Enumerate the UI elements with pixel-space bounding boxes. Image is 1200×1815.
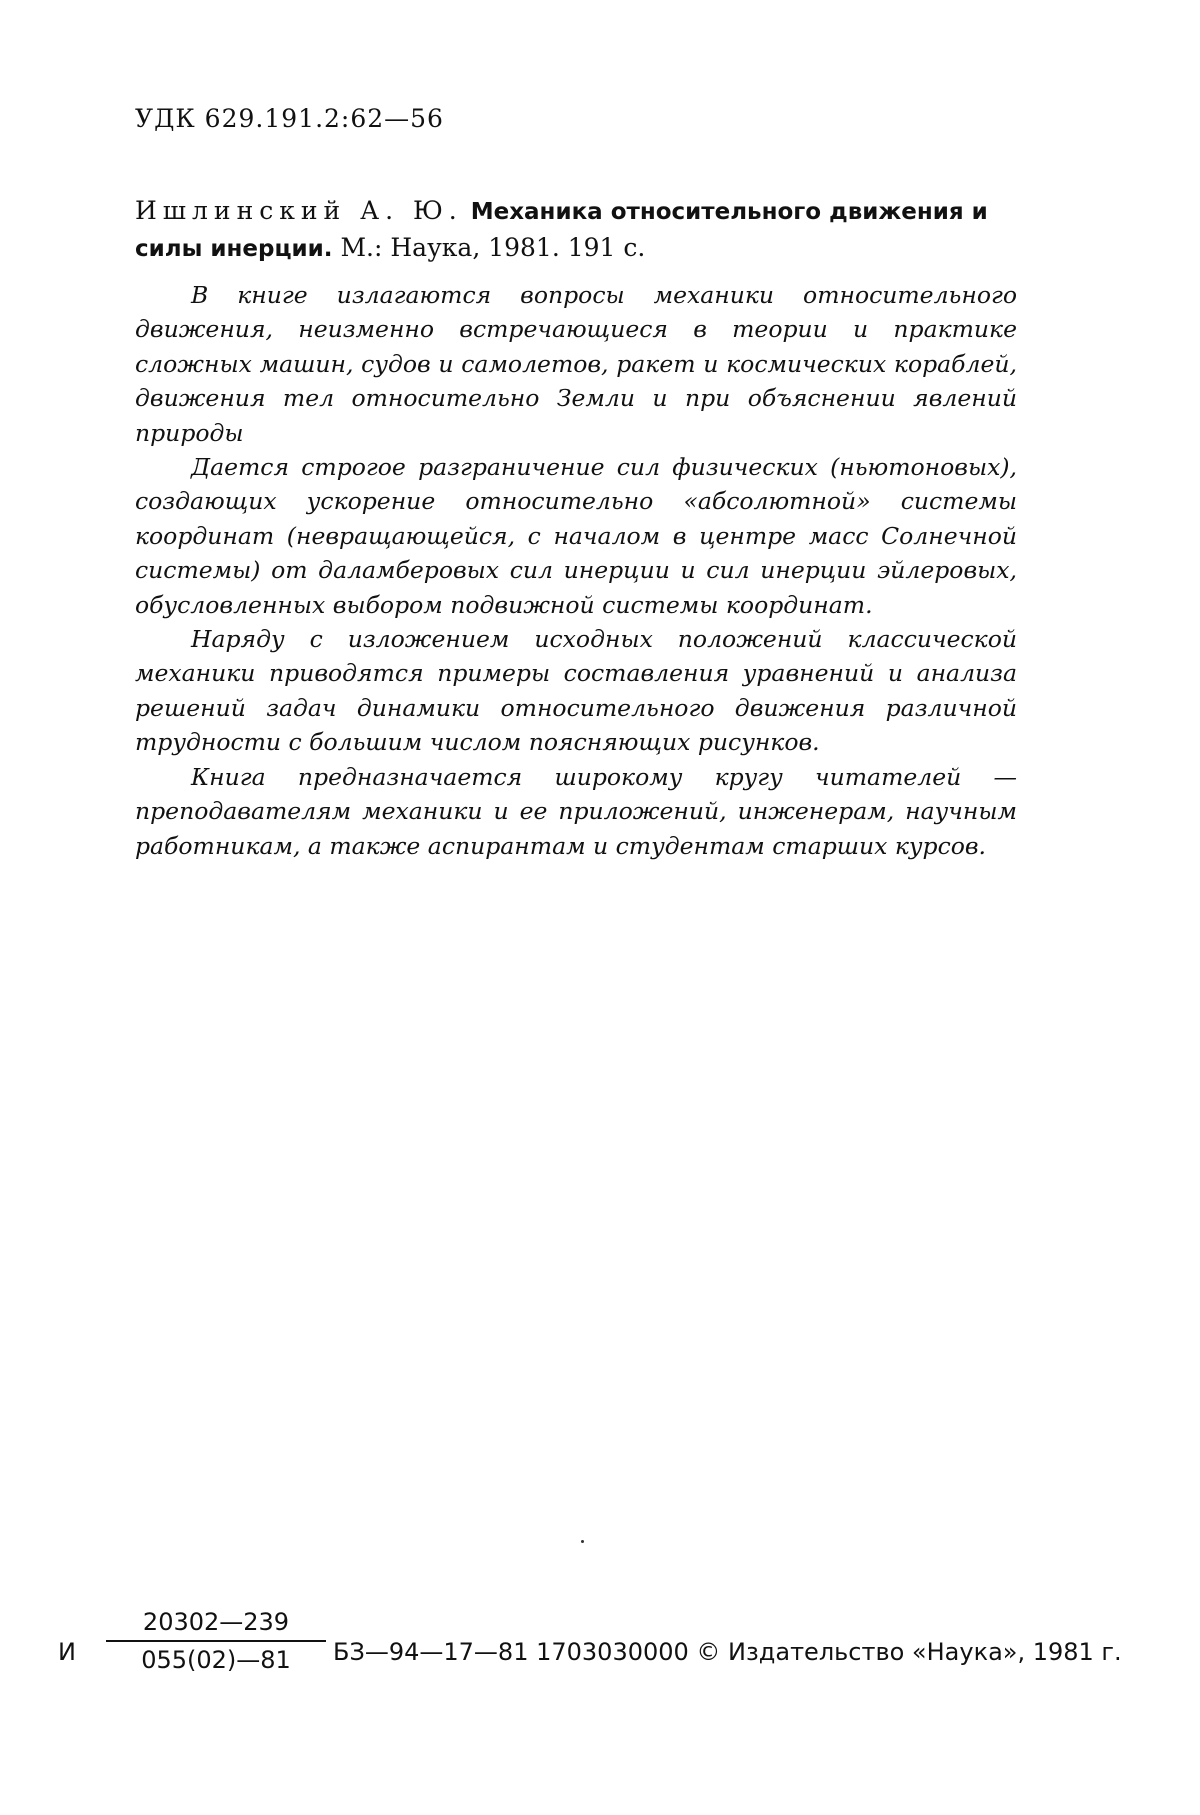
imprint-letter: И bbox=[58, 1638, 76, 1666]
imprint-numerator: 20302—239 bbox=[106, 1608, 326, 1642]
abstract bbox=[135, 278, 1017, 863]
imprint-publisher: БЗ—94—17—81 1703030000 © Издательство «Наука», 1981 г. bbox=[333, 1638, 1122, 1666]
imprint-denominator: 055(02)—81 bbox=[141, 1646, 291, 1674]
publication-info: М.: Наука, 1981. 191 с. bbox=[340, 233, 646, 262]
abstract-paragraph: В книге излагаются вопросы механики относительного движения, неизменно встречающиеся в теории и практике сложных машин, судов и самолетов, ракет и космических кораблей, движения тел относительно Земли и при объяснении явлений природы bbox=[135, 281, 1017, 447]
abstract-paragraph: Дается строгое разграничение сил физических (ньютоновых), создающих ускорение относительно «абсолютной» системы координат (невращающейся, с началом в центре масс Солнечной системы) от даламберовых сил инерции и сил инерции эйлеровых, обусловленных выбором подвижной системы координат. bbox=[135, 453, 1017, 619]
imprint-line bbox=[58, 1608, 1178, 1698]
imprint-fraction bbox=[106, 1608, 326, 1674]
abstract-paragraph: Наряду с изложением исходных положений классической механики приводятся примеры составления уравнений и анализа решений задач динамики относительного движения различной трудности с большим числом поясняющих рисунков. bbox=[135, 625, 1017, 757]
author-name: Ишлинский А. Ю. bbox=[135, 196, 463, 225]
bibliographic-record bbox=[135, 193, 1015, 267]
book-title: Механика относительного движения и силы инерции. bbox=[135, 199, 988, 262]
abstract-paragraph: Книга предназначается широкому кругу читателей — преподавателям механики и ее приложений, инженерам, научным работникам, а также аспирантам и студентам старших курсов. bbox=[135, 762, 1017, 860]
print-speck bbox=[581, 1540, 584, 1543]
udc-code: УДК 629.191.2:62—56 bbox=[135, 104, 444, 133]
